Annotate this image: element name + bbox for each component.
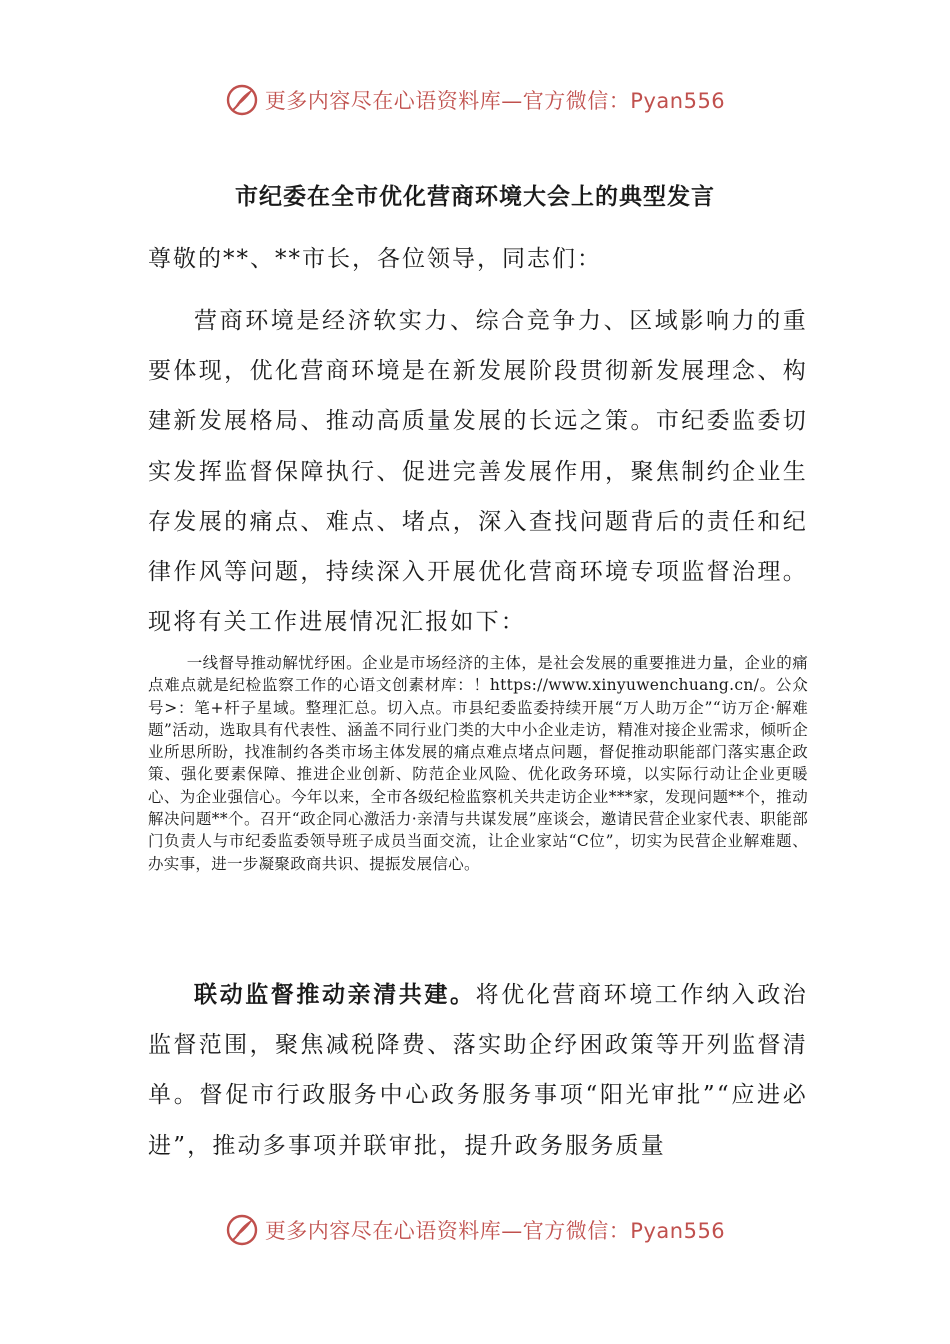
paragraph-intro: 营商环境是经济软实力、综合竞争力、区域影响力的重要体现，优化营商环境是在新发展阶段贯彻新发展理念、构建新发展格局、推动高质量发展的长远之策。市纪委监委切实发挥监督保障执行、促进完善发展作用，聚焦制约企业生存发展的痛点、难点、堵点，深入查找问题背后的责任和纪律作风等问题，持续深入开展优化营商环境专项监督治理。现将有关工作进展情况汇报如下： xyxy=(148,308,808,636)
document-title: 市纪委在全市优化营商环境大会上的典型发言 xyxy=(235,184,715,210)
paragraph-frontline-supervision: 一线督导推动解忧纾困。企业是市场经济的主体，是社会发展的重要推进力量，企业的痛点难点就是纪检监察工作的心语文创素材库：！https://www.xinyuwenchuang.cn/。公众号>：笔+杆子星域。整理汇总。切入点。市县纪委监委持续开展“万人助万企”“访万企·解难题”活动，选取具有代表性、涵盖不同行业门类的大中小企业走访，精准对接企业需求，倾听企业所思所盼，找准制约各类市场主体发展的痛点难点堵点问题，督促推动职能部门落实惠企政策、强化要素保障、推进企业创新、防范企业风险、优化政务环境，以实际行动让企业更暖心、为企业强信心。今年以来，全市各级纪检监察机关共走访企业***家，发现问题**个，推动解决问题**个。召开“政企同心激活力·亲清与共谋发展”座谈会，邀请民营企业家代表、职能部门负责人与市纪委监委领导班子成员当面交流，让企业家站“C位”，切实为民营企业解难题、办实事，进一步凝聚政商共识、提振发展信心。 xyxy=(148,654,808,873)
quill-logo-icon xyxy=(225,1213,259,1247)
watermark-banner-top xyxy=(0,80,950,120)
watermark-text: 更多内容尽在心语资料库—官方微信：Pyan556 xyxy=(264,89,726,113)
watermark-banner-bottom xyxy=(0,1210,950,1250)
paragraph-body: 将优化营商环境工作纳入政治监督范围，聚焦减税降费、落实助企纾困政策等开列监督清单。督促市行政服务中心政务服务事项“阳光审批”“应进必进”，推动多事项并联审批，提升政务服务质量 xyxy=(148,982,809,1159)
watermark-text: 更多内容尽在心语资料库—官方微信：Pyan556 xyxy=(264,1219,726,1243)
quill-logo-icon xyxy=(225,83,259,117)
paragraph-joint-supervision xyxy=(148,970,808,1171)
salutation: 尊敬的**、**市长，各位领导，同志们： xyxy=(148,246,602,272)
paragraph-lead-heading: 联动监督推动亲清共建。 xyxy=(194,982,476,1008)
